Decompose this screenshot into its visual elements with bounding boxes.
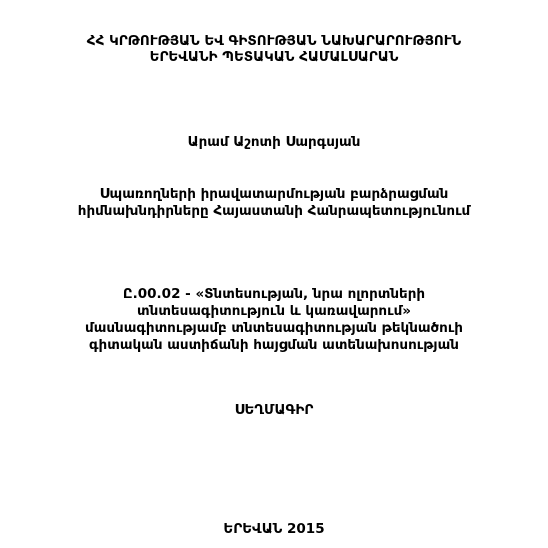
thesis-title-line-2: հիմնախնդիրները Հայաստանի Հանրապետությունում [77, 203, 471, 219]
ministry-name: ՀՀ ԿՐԹՈՒԹՅԱՆ ԵՎ ԳԻՏՈՒԹՅԱՆ ՆԱԽԱՐԱՐՈՒԹՅՈՒՆ [86, 33, 462, 49]
specialty-line-2: տնտեսագիտություն և կառավարում» [137, 303, 411, 319]
author-name: Արամ Աշոտի Սարգսյան [187, 134, 361, 150]
thesis-title-line-1: Սպառողների իրավատարմության բարձրացման [99, 186, 449, 202]
document-type: ՍԵՂՄԱԳԻՐ [234, 402, 314, 418]
specialty-line-4: գիտական աստիճանի հայցման ատենախոսության [89, 337, 459, 353]
specialty-line-1: Ը.00.02 - «Տնտեսության, նրա ոլորտների [122, 286, 426, 302]
specialty-line-3: մասնագիտությամբ տնտեսագիտության թեկնածուի [85, 320, 463, 336]
place-and-year: ԵՐԵՎԱՆ 2015 [223, 521, 325, 537]
university-name: ԵՐԵՎԱՆԻ ՊԵՏԱԿԱՆ ՀԱՄԱԼՍԱՐԱՆ [149, 49, 399, 65]
